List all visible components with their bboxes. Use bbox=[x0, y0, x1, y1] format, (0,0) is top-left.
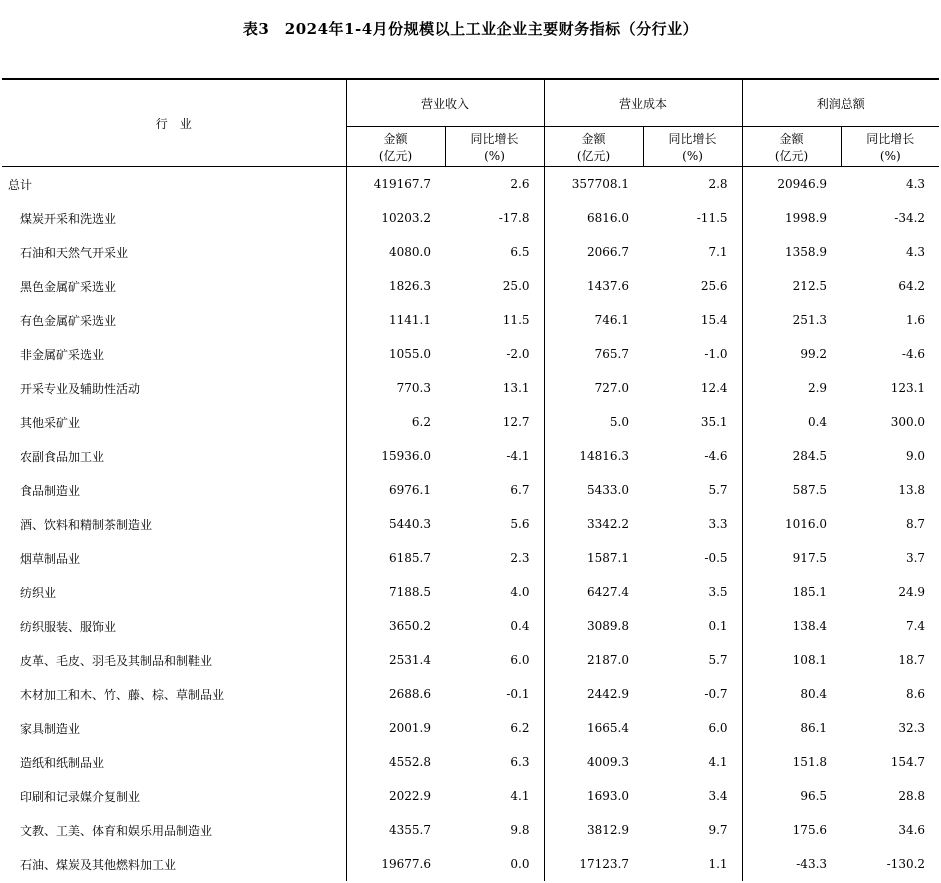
profit-amount-cell: 251.3 bbox=[792, 313, 828, 327]
cost-amount-cell: 6427.4 bbox=[587, 585, 630, 599]
cost-amount-cell: 1437.6 bbox=[587, 279, 630, 293]
profit-amount-cell: 1998.9 bbox=[785, 211, 828, 225]
cost-growth-cell: 15.4 bbox=[643, 303, 742, 337]
revenue-growth-cell: 4.1 bbox=[445, 779, 544, 813]
profit-growth-cell: 9.0 bbox=[905, 449, 926, 463]
revenue-amount-cell: 6185.7 bbox=[389, 551, 431, 565]
revenue-amount-header: 金额 (亿元) bbox=[346, 127, 445, 167]
profit-growth-cell: 154.7 bbox=[890, 755, 926, 769]
profit-amount-cell: 185.1 bbox=[792, 585, 828, 599]
profit-amount-cell: 108.1 bbox=[792, 653, 828, 667]
industry-name: 煤炭开采和洗选业 bbox=[2, 201, 346, 235]
industry-name: 文教、工美、体育和娱乐用品制造业 bbox=[2, 813, 346, 847]
cost-growth-cell: 25.6 bbox=[643, 269, 742, 303]
cost-growth-cell: 6.0 bbox=[643, 711, 742, 745]
cost-growth-cell: 0.1 bbox=[643, 609, 742, 643]
cost-growth-cell: 5.7 bbox=[643, 643, 742, 677]
industry-name: 木材加工和木、竹、藤、棕、草制品业 bbox=[2, 677, 346, 711]
revenue-growth-cell: 13.1 bbox=[445, 371, 544, 405]
table-row bbox=[2, 779, 939, 813]
table-row bbox=[2, 405, 939, 439]
profit-growth-cell: 4.3 bbox=[905, 177, 926, 191]
cost-amount-cell: 3089.8 bbox=[587, 619, 630, 633]
revenue-amount-cell: 2001.9 bbox=[389, 721, 431, 735]
revenue-amount-cell: 4355.7 bbox=[389, 823, 431, 837]
revenue-growth-cell: 2.3 bbox=[445, 541, 544, 575]
industry-name: 黑色金属矿采选业 bbox=[2, 269, 346, 303]
cost-growth-cell: -11.5 bbox=[643, 201, 742, 235]
profit-amount-cell: 0.4 bbox=[807, 415, 828, 429]
revenue-growth-cell: 6.5 bbox=[445, 235, 544, 269]
revenue-amount-cell: 419167.7 bbox=[373, 177, 431, 191]
cost-growth-cell: -4.6 bbox=[643, 439, 742, 473]
profit-growth-cell: 8.6 bbox=[905, 687, 926, 701]
cost-growth-cell: 3.4 bbox=[643, 779, 742, 813]
cost-growth-cell: 4.1 bbox=[643, 745, 742, 779]
revenue-amount-cell: 2022.9 bbox=[389, 789, 431, 803]
revenue-growth-cell: -0.1 bbox=[445, 677, 544, 711]
table-row bbox=[2, 269, 939, 303]
revenue-amount-cell: 4080.0 bbox=[389, 245, 431, 259]
revenue-growth-cell: 6.3 bbox=[445, 745, 544, 779]
table-header bbox=[2, 79, 939, 167]
revenue-growth-cell: 6.7 bbox=[445, 473, 544, 507]
cost-amount-cell: 17123.7 bbox=[579, 857, 630, 871]
cost-amount-header: 金额 (亿元) bbox=[544, 127, 643, 167]
table-row bbox=[2, 745, 939, 779]
revenue-growth-cell: 0.4 bbox=[445, 609, 544, 643]
table-row bbox=[2, 813, 939, 847]
table-row bbox=[2, 371, 939, 405]
profit-amount-cell: 1016.0 bbox=[785, 517, 828, 531]
profit-amount-cell: 2.9 bbox=[807, 381, 828, 395]
profit-growth-cell: 13.8 bbox=[898, 483, 926, 497]
cost-amount-cell: 2442.9 bbox=[587, 687, 630, 701]
revenue-growth-cell: 6.0 bbox=[445, 643, 544, 677]
cost-growth-header: 同比增长 (%) bbox=[643, 127, 742, 167]
table-row bbox=[2, 847, 939, 881]
profit-growth-cell: -34.2 bbox=[894, 211, 926, 225]
profit-amount-cell: 20946.9 bbox=[777, 177, 828, 191]
cost-growth-cell: 12.4 bbox=[643, 371, 742, 405]
industry-name: 食品制造业 bbox=[2, 473, 346, 507]
revenue-growth-header: 同比增长 (%) bbox=[445, 127, 544, 167]
profit-growth-header: 同比增长 (%) bbox=[841, 127, 939, 167]
revenue-growth-cell: 5.6 bbox=[445, 507, 544, 541]
industry-name: 烟草制品业 bbox=[2, 541, 346, 575]
profit-growth-cell: 123.1 bbox=[890, 381, 926, 395]
cost-amount-cell: 1693.0 bbox=[587, 789, 630, 803]
revenue-growth-cell: 2.6 bbox=[445, 167, 544, 202]
industry-name: 有色金属矿采选业 bbox=[2, 303, 346, 337]
cost-amount-cell: 746.1 bbox=[594, 313, 630, 327]
cost-growth-cell: 35.1 bbox=[643, 405, 742, 439]
profit-growth-cell: 8.7 bbox=[905, 517, 926, 531]
table-row bbox=[2, 609, 939, 643]
cost-amount-cell: 357708.1 bbox=[571, 177, 630, 191]
table-row bbox=[2, 643, 939, 677]
cost-growth-cell: 7.1 bbox=[643, 235, 742, 269]
cost-growth-cell: 3.5 bbox=[643, 575, 742, 609]
table-row bbox=[2, 677, 939, 711]
profit-amount-cell: 1358.9 bbox=[785, 245, 828, 259]
profit-amount-cell: 99.2 bbox=[800, 347, 828, 361]
industry-header: 行 业 bbox=[2, 79, 346, 167]
revenue-growth-cell: -17.8 bbox=[445, 201, 544, 235]
cost-amount-cell: 14816.3 bbox=[579, 449, 630, 463]
industry-name: 纺织服装、服饰业 bbox=[2, 609, 346, 643]
revenue-header: 营业收入 bbox=[346, 79, 544, 127]
cost-growth-cell: -0.7 bbox=[643, 677, 742, 711]
profit-growth-cell: 7.4 bbox=[905, 619, 926, 633]
industry-name: 总计 bbox=[2, 167, 346, 202]
profit-amount-cell: 175.6 bbox=[792, 823, 828, 837]
cost-growth-cell: -1.0 bbox=[643, 337, 742, 371]
cost-growth-cell: 2.8 bbox=[643, 167, 742, 202]
profit-amount-cell: 587.5 bbox=[792, 483, 828, 497]
industry-name: 造纸和纸制品业 bbox=[2, 745, 346, 779]
revenue-amount-cell: 6976.1 bbox=[389, 483, 431, 497]
cost-amount-cell: 2187.0 bbox=[587, 653, 630, 667]
revenue-amount-cell: 1055.0 bbox=[389, 347, 431, 361]
profit-amount-cell: 151.8 bbox=[792, 755, 828, 769]
profit-amount-cell: 284.5 bbox=[792, 449, 828, 463]
revenue-growth-cell: -4.1 bbox=[445, 439, 544, 473]
cost-amount-cell: 727.0 bbox=[594, 381, 630, 395]
table-row bbox=[2, 439, 939, 473]
cost-amount-cell: 1587.1 bbox=[587, 551, 630, 565]
table-row bbox=[2, 507, 939, 541]
revenue-growth-cell: 4.0 bbox=[445, 575, 544, 609]
industry-name: 皮革、毛皮、羽毛及其制品和制鞋业 bbox=[2, 643, 346, 677]
cost-growth-cell: 5.7 bbox=[643, 473, 742, 507]
cost-amount-cell: 2066.7 bbox=[587, 245, 630, 259]
table-row bbox=[2, 541, 939, 575]
profit-growth-cell: 34.6 bbox=[898, 823, 926, 837]
revenue-amount-cell: 1141.1 bbox=[389, 313, 431, 327]
table-row bbox=[2, 201, 939, 235]
revenue-growth-cell: -2.0 bbox=[445, 337, 544, 371]
profit-growth-cell: 28.8 bbox=[898, 789, 926, 803]
industry-name: 其他采矿业 bbox=[2, 405, 346, 439]
profit-growth-cell: -130.2 bbox=[886, 857, 926, 871]
revenue-growth-cell: 9.8 bbox=[445, 813, 544, 847]
cost-growth-cell: 3.3 bbox=[643, 507, 742, 541]
revenue-growth-cell: 6.2 bbox=[445, 711, 544, 745]
industry-name: 家具制造业 bbox=[2, 711, 346, 745]
industry-name: 石油和天然气开采业 bbox=[2, 235, 346, 269]
profit-growth-cell: 64.2 bbox=[898, 279, 926, 293]
table-row bbox=[2, 575, 939, 609]
table-body bbox=[2, 167, 939, 882]
table-row bbox=[2, 337, 939, 371]
revenue-amount-cell: 19677.6 bbox=[381, 857, 431, 871]
revenue-growth-cell: 25.0 bbox=[445, 269, 544, 303]
table-title: 表3 2024年1-4月份规模以上工业企业主要财务指标（分行业） bbox=[242, 20, 699, 38]
industry-name: 纺织业 bbox=[2, 575, 346, 609]
table-row bbox=[2, 167, 939, 202]
cost-growth-cell: 9.7 bbox=[643, 813, 742, 847]
profit-header: 利润总额 bbox=[742, 79, 939, 127]
cost-amount-cell: 765.7 bbox=[594, 347, 630, 361]
profit-growth-cell: -4.6 bbox=[901, 347, 926, 361]
revenue-amount-cell: 7188.5 bbox=[389, 585, 431, 599]
revenue-amount-cell: 6.2 bbox=[411, 415, 431, 429]
profit-amount-cell: 96.5 bbox=[800, 789, 828, 803]
industry-name: 石油、煤炭及其他燃料加工业 bbox=[2, 847, 346, 881]
profit-amount-cell: -43.3 bbox=[796, 857, 828, 871]
cost-growth-cell: -0.5 bbox=[643, 541, 742, 575]
revenue-growth-cell: 0.0 bbox=[445, 847, 544, 881]
revenue-amount-cell: 10203.2 bbox=[381, 211, 431, 225]
cost-header: 营业成本 bbox=[544, 79, 742, 127]
revenue-amount-cell: 4552.8 bbox=[389, 755, 431, 769]
profit-growth-cell: 4.3 bbox=[905, 245, 926, 259]
cost-amount-cell: 3342.2 bbox=[587, 517, 630, 531]
profit-amount-header: 金额 (亿元) bbox=[742, 127, 841, 167]
revenue-amount-cell: 1826.3 bbox=[389, 279, 431, 293]
revenue-amount-cell: 2531.4 bbox=[389, 653, 431, 667]
cost-amount-cell: 5433.0 bbox=[587, 483, 630, 497]
profit-growth-cell: 24.9 bbox=[898, 585, 926, 599]
revenue-growth-cell: 12.7 bbox=[445, 405, 544, 439]
table-row bbox=[2, 711, 939, 745]
industry-name: 非金属矿采选业 bbox=[2, 337, 346, 371]
profit-amount-cell: 80.4 bbox=[800, 687, 828, 701]
table-row bbox=[2, 303, 939, 337]
table-row bbox=[2, 235, 939, 269]
revenue-amount-cell: 3650.2 bbox=[389, 619, 431, 633]
cost-amount-cell: 4009.3 bbox=[587, 755, 630, 769]
cost-amount-cell: 3812.9 bbox=[587, 823, 630, 837]
revenue-amount-cell: 15936.0 bbox=[381, 449, 431, 463]
industry-name: 印刷和记录媒介复制业 bbox=[2, 779, 346, 813]
revenue-amount-cell: 2688.6 bbox=[389, 687, 431, 701]
industry-name: 酒、饮料和精制茶制造业 bbox=[2, 507, 346, 541]
industry-name: 农副食品加工业 bbox=[2, 439, 346, 473]
cost-growth-cell: 1.1 bbox=[643, 847, 742, 881]
financial-indicators-table bbox=[2, 78, 939, 881]
cost-amount-cell: 6816.0 bbox=[587, 211, 630, 225]
revenue-amount-cell: 5440.3 bbox=[389, 517, 431, 531]
profit-amount-cell: 917.5 bbox=[792, 551, 828, 565]
profit-growth-cell: 300.0 bbox=[890, 415, 926, 429]
cost-amount-cell: 5.0 bbox=[609, 415, 630, 429]
profit-amount-cell: 138.4 bbox=[792, 619, 828, 633]
profit-growth-cell: 18.7 bbox=[898, 653, 926, 667]
profit-growth-cell: 3.7 bbox=[905, 551, 926, 565]
profit-amount-cell: 212.5 bbox=[792, 279, 828, 293]
profit-growth-cell: 1.6 bbox=[905, 313, 926, 327]
table-row bbox=[2, 473, 939, 507]
revenue-amount-cell: 770.3 bbox=[396, 381, 431, 395]
cost-amount-cell: 1665.4 bbox=[587, 721, 630, 735]
profit-amount-cell: 86.1 bbox=[800, 721, 828, 735]
revenue-growth-cell: 11.5 bbox=[445, 303, 544, 337]
profit-growth-cell: 32.3 bbox=[898, 721, 926, 735]
industry-name: 开采专业及辅助性活动 bbox=[2, 371, 346, 405]
